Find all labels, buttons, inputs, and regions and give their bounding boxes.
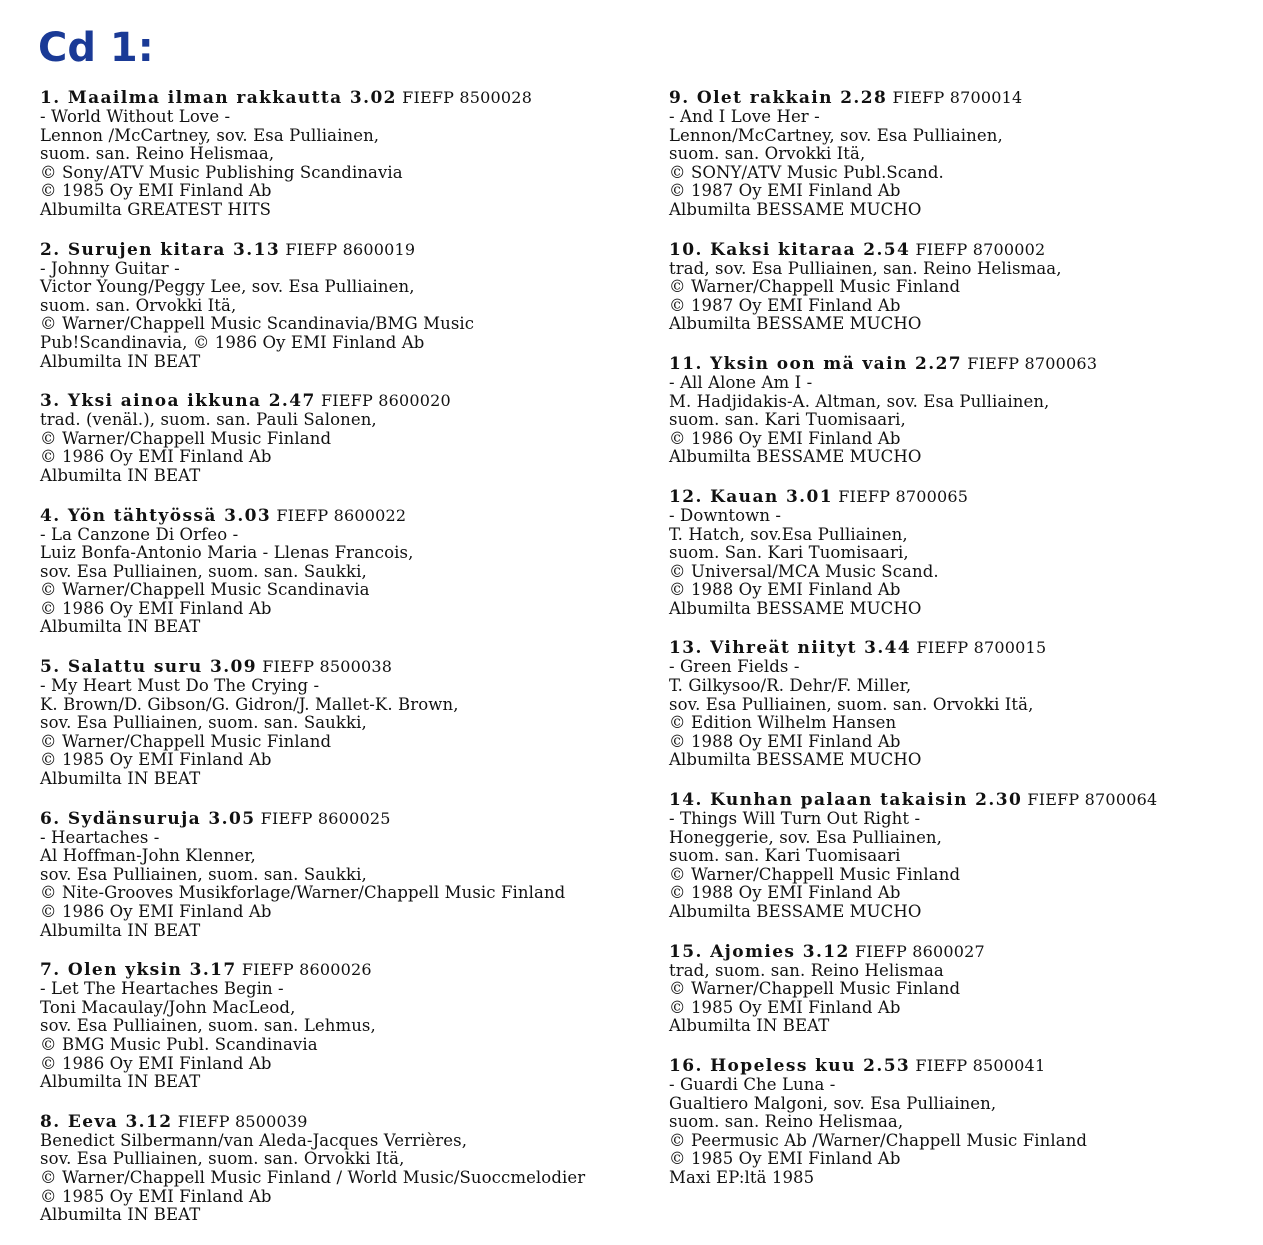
credit-line: Lennon /McCartney, sov. Esa Pulliainen, (40, 125, 380, 145)
credit-line: Albumilta IN BEAT (40, 465, 201, 485)
credit-line: Luiz Bonfa-Antonio Maria - Llenas Francois, (40, 543, 414, 563)
credit-line: sov. Esa Pulliainen, suom. san. Lehmus, (40, 1016, 376, 1036)
catalog-number: FIEFP 8500038 (262, 657, 393, 677)
credit-line: Gualtiero Malgoni, sov. Esa Pulliainen, (669, 1093, 997, 1113)
catalog-number: FIEFP 8600027 (854, 941, 985, 961)
page-heading: Cd 1: (38, 25, 154, 71)
credit-line: Albumilta IN BEAT (40, 1072, 201, 1092)
track-title: 2. Surujen kitara 3.13 (40, 239, 281, 260)
track-entry (669, 1056, 1254, 1188)
track-title-line (669, 1056, 1254, 1076)
credit-line: Benedict Silbermann/van Aleda-Jacques Verrières, (40, 1130, 468, 1150)
track-title: 15. Ajomies 3.12 (669, 941, 850, 962)
credit-line: Albumilta GREATEST HITS (40, 199, 272, 219)
credit-line: © Edition Wilhelm Hansen (669, 713, 897, 733)
credit-line: T. Gilkysoo/R. Dehr/F. Miller, (669, 676, 912, 696)
credit-line: © 1985 Oy EMI Finland Ab (669, 997, 901, 1017)
credit-line: © 1985 Oy EMI Finland Ab (669, 1149, 901, 1169)
credit-line: © 1987 Oy EMI Finland Ab (669, 295, 901, 315)
catalog-number: FIEFP 8600026 (241, 960, 372, 980)
credit-line: M. Hadjidakis-A. Altman, sov. Esa Pulliainen, (669, 391, 1050, 411)
catalog-number: FIEFP 8700065 (838, 486, 969, 506)
credit-line: sov. Esa Pulliainen, suom. san. Saukki, (40, 713, 367, 733)
credit-line: Albumilta IN BEAT (40, 769, 201, 789)
credit-line: © 1986 Oy EMI Finland Ab (40, 1053, 272, 1073)
track-title: 4. Yön tähtyössä 3.03 (40, 505, 272, 526)
credit-line: Albumilta BESSAME MUCHO (669, 199, 922, 219)
catalog-number: FIEFP 8600020 (320, 391, 451, 411)
credit-line: suom. san. Kari Tuomisaari, (669, 410, 906, 430)
track-title: 12. Kauan 3.01 (669, 486, 833, 507)
credit-line: Pub!Scandinavia, © 1986 Oy EMI Finland Ab (40, 332, 425, 352)
track-entry (669, 88, 1254, 220)
credit-line: © 1986 Oy EMI Finland Ab (40, 598, 272, 618)
track-title-line (40, 240, 640, 260)
catalog-number: FIEFP 8700014 (892, 88, 1023, 107)
credit-line: suom. san. Reino Helismaa, (40, 144, 275, 164)
track-entry (669, 790, 1254, 922)
track-title: 11. Yksin oon mä vain 2.27 (669, 353, 963, 374)
catalog-number: FIEFP 8700063 (967, 353, 1098, 373)
credit-line: sov. Esa Pulliainen, suom. san. Saukki, (40, 864, 367, 884)
track-entry (40, 88, 640, 220)
credit-line: - Things Will Turn Out Right - (669, 809, 921, 829)
track-title: 7. Olen yksin 3.17 (40, 960, 237, 981)
track-entry (40, 506, 640, 638)
credit-line: Albumilta IN BEAT (40, 1205, 201, 1225)
track-title-line (669, 487, 1254, 507)
catalog-number: FIEFP 8700002 (915, 239, 1046, 259)
credit-line: © SONY/ATV Music Publ.Scand. (669, 162, 944, 182)
track-title-line (40, 88, 640, 108)
credit-line: suom. san. Kari Tuomisaari (669, 846, 901, 866)
track-title: 6. Sydänsuruja 3.05 (40, 808, 256, 829)
credit-line: Albumilta BESSAME MUCHO (669, 314, 922, 334)
catalog-number: FIEFP 8600019 (285, 239, 416, 259)
credit-line: - Downtown - (669, 505, 782, 525)
credit-line: trad, sov. Esa Pulliainen, san. Reino Helismaa, (669, 258, 1062, 278)
credit-line: Maxi EP:ltä 1985 (669, 1167, 815, 1187)
track-title: 3. Yksi ainoa ikkuna 2.47 (40, 391, 316, 412)
credit-line: © 1985 Oy EMI Finland Ab (40, 750, 272, 770)
track-entry (40, 657, 640, 789)
catalog-number: FIEFP 8500041 (915, 1055, 1046, 1075)
credit-line: - Let The Heartaches Begin - (40, 979, 284, 999)
credit-line: - Johnny Guitar - (40, 258, 180, 278)
track-title-line (669, 88, 1254, 108)
credit-line: © 1986 Oy EMI Finland Ab (669, 428, 901, 448)
track-entry (669, 240, 1254, 334)
credit-line: © Nite-Grooves Musikforlage/Warner/Chappell Music Finland (40, 883, 566, 903)
track-entry (40, 809, 640, 941)
credit-line: - My Heart Must Do The Crying - (40, 676, 320, 696)
catalog-number: FIEFP 8500039 (177, 1111, 308, 1131)
credit-line: - Guardi Che Luna - (669, 1074, 836, 1094)
credit-line: © 1986 Oy EMI Finland Ab (40, 447, 272, 467)
credit-line: - World Without Love - (40, 107, 231, 126)
track-title: 1. Maailma ilman rakkautta 3.02 (40, 88, 397, 108)
credit-line: T. Hatch, sov.Esa Pulliainen, (669, 524, 908, 544)
credit-line: © Warner/Chappell Music Finland (669, 979, 961, 999)
track-title: 16. Hopeless kuu 2.53 (669, 1055, 911, 1076)
credit-line: © Warner/Chappell Music Scandinavia (40, 580, 370, 600)
credit-line: © 1986 Oy EMI Finland Ab (40, 902, 272, 921)
credit-line: Albumilta IN BEAT (669, 1016, 830, 1036)
credit-line: Albumilta BESSAME MUCHO (669, 750, 922, 770)
credit-line: suom. san. Orvokki Itä, (669, 144, 866, 164)
credit-line: suom. san. Reino Helismaa, (669, 1112, 904, 1132)
credit-line: sov. Esa Pulliainen, suom. san. Saukki, (40, 561, 367, 581)
track-entry (40, 960, 640, 1092)
credit-line: © Warner/Chappell Music Scandinavia/BMG Music (40, 314, 475, 334)
credit-line: suom. san. Orvokki Itä, (40, 295, 237, 315)
credit-line: © Sony/ATV Music Publishing Scandinavia (40, 162, 403, 182)
credit-line: © BMG Music Publ. Scandinavia (40, 1034, 318, 1054)
credit-line: sov. Esa Pulliainen, suom. san. Orvokki Itä, (40, 1149, 405, 1169)
credit-line: © Warner/Chappell Music Finland (40, 428, 332, 448)
track-entry (40, 1112, 640, 1225)
track-entry (669, 354, 1254, 467)
track-title: 14. Kunhan palaan takaisin 2.30 (669, 790, 1023, 811)
credit-line: Al Hoffman-John Klenner, (40, 846, 256, 866)
catalog-number: FIEFP 8700064 (1027, 790, 1158, 810)
credit-line: © Warner/Chappell Music Finland (669, 277, 961, 297)
credit-line: © 1985 Oy EMI Finland Ab (40, 1186, 272, 1206)
credit-line: © 1985 Oy EMI Finland Ab (40, 181, 272, 201)
credit-line: © Warner/Chappell Music Finland (40, 731, 332, 751)
track-list-left (40, 88, 640, 1245)
credit-line: © Peermusic Ab /Warner/Chappell Music Finland (669, 1130, 1088, 1150)
track-title-line (669, 942, 1254, 962)
catalog-number: FIEFP 8700015 (916, 638, 1047, 658)
credit-line: sov. Esa Pulliainen, suom. san. Orvokki Itä, (669, 694, 1034, 714)
credit-line: Honeggerie, sov. Esa Pulliainen, (669, 827, 943, 847)
credit-line: Albumilta IN BEAT (40, 920, 201, 940)
credit-line: - La Canzone Di Orfeo - (40, 524, 239, 544)
credit-line: © Universal/MCA Music Scand. (669, 561, 939, 581)
credit-line: Albumilta BESSAME MUCHO (669, 902, 922, 921)
track-title-line (40, 391, 640, 411)
track-title: 8. Eeva 3.12 (40, 1111, 173, 1132)
credit-line: trad. (venäl.), suom. san. Pauli Salonen, (40, 410, 377, 430)
catalog-number: FIEFP 8500028 (402, 88, 533, 107)
track-title: 10. Kaksi kitaraa 2.54 (669, 239, 911, 260)
credit-line: Albumilta BESSAME MUCHO (669, 447, 922, 467)
track-title-line (669, 790, 1254, 810)
track-title-line (40, 960, 640, 980)
track-entry (669, 638, 1254, 770)
track-title-line (669, 240, 1254, 260)
track-title-line (40, 506, 640, 526)
credit-line: Albumilta IN BEAT (40, 351, 201, 371)
credit-line: Lennon/McCartney, sov. Esa Pulliainen, (669, 125, 1003, 145)
credit-line: K. Brown/D. Gibson/G. Gidron/J. Mallet-K. Brown, (40, 694, 459, 714)
track-title-line (669, 638, 1254, 658)
track-title-line (669, 354, 1254, 374)
track-title-line (40, 1112, 640, 1132)
track-title-line (40, 809, 640, 829)
credit-line: Albumilta BESSAME MUCHO (669, 598, 922, 618)
track-entry (40, 391, 640, 485)
credit-line: © 1988 Oy EMI Finland Ab (669, 731, 901, 751)
credit-line: Albumilta IN BEAT (40, 617, 201, 637)
credit-line: © 1988 Oy EMI Finland Ab (669, 883, 901, 903)
credit-line: © 1988 Oy EMI Finland Ab (669, 580, 901, 600)
credit-line: - And I Love Her - (669, 107, 820, 126)
credit-line: - Green Fields - (669, 657, 800, 677)
credit-line: © 1987 Oy EMI Finland Ab (669, 181, 901, 201)
credit-line: © Warner/Chappell Music Finland (669, 864, 961, 884)
catalog-number: FIEFP 8600025 (260, 808, 391, 828)
credit-line: suom. San. Kari Tuomisaari, (669, 543, 909, 563)
credit-line: Victor Young/Peggy Lee, sov. Esa Pulliainen, (40, 277, 415, 297)
track-title: 9. Olet rakkain 2.28 (669, 88, 888, 108)
track-title-line (40, 657, 640, 677)
credit-line: - All Alone Am I - (669, 372, 813, 392)
credit-line: Toni Macaulay/John MacLeod, (40, 997, 296, 1017)
credit-line: trad, suom. san. Reino Helismaa (669, 960, 944, 980)
track-entry (669, 487, 1254, 619)
track-title: 5. Salattu suru 3.09 (40, 657, 257, 678)
track-entry (40, 240, 640, 372)
track-entry (669, 942, 1254, 1036)
track-list-right (669, 88, 1254, 1208)
credit-line: - Heartaches - (40, 827, 160, 847)
catalog-number: FIEFP 8600022 (276, 505, 407, 525)
credit-line: © Warner/Chappell Music Finland / World Music/Suoccmelodier (40, 1167, 586, 1187)
track-title: 13. Vihreät niityt 3.44 (669, 638, 912, 659)
